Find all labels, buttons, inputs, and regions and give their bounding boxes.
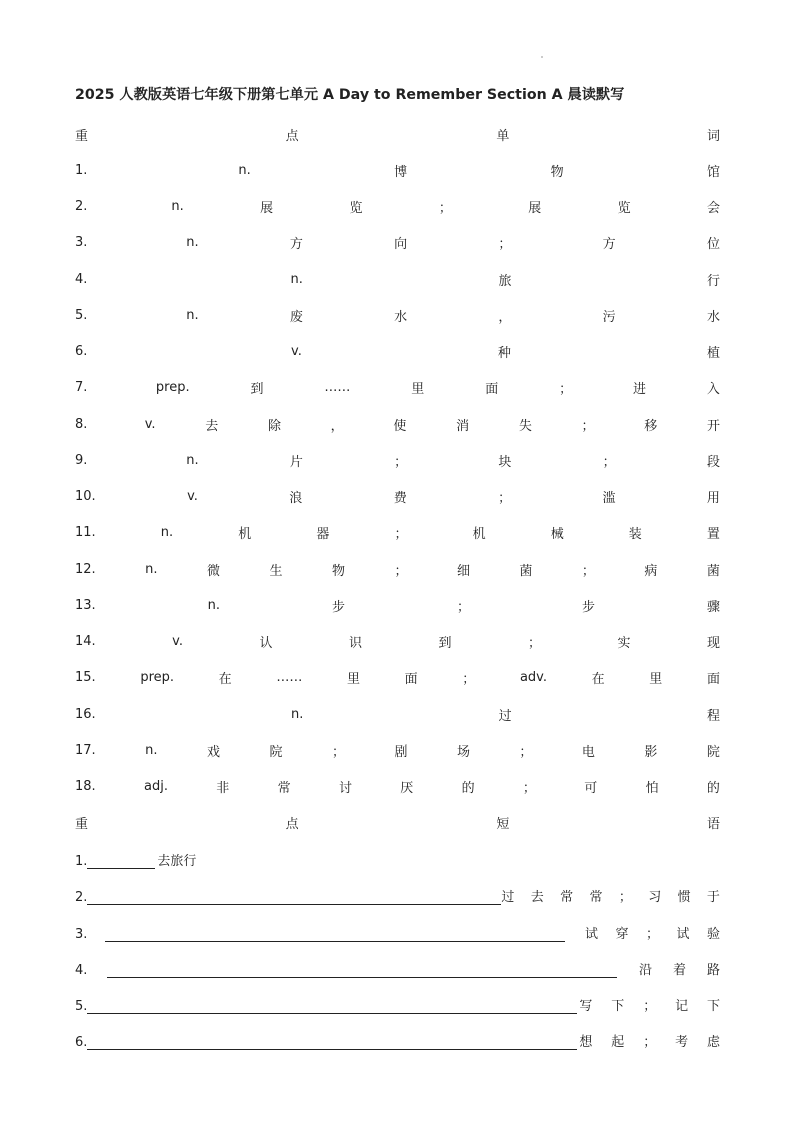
vocab-text: n. (238, 162, 251, 178)
vocab-text: 馆 (706, 164, 720, 180)
vocab-text: 入 (706, 382, 720, 398)
vocab-text: ； (522, 781, 536, 796)
vocab-text: 骤 (706, 599, 720, 615)
vocab-text: 会 (706, 201, 720, 216)
vocab-text: 认 (259, 636, 273, 651)
phrase-text: 穿 (615, 926, 629, 942)
vocab-text: 块 (498, 454, 512, 470)
section-heading-phrases-char: 点 (285, 817, 299, 833)
item-number: 2. (75, 890, 88, 906)
phrase-meaning (639, 959, 720, 978)
vocab-text: 现 (706, 636, 720, 651)
vocab-text: ； (498, 237, 512, 253)
phrase-text: 路 (706, 962, 720, 978)
vocab-text: 可 (584, 781, 598, 796)
answer-blank[interactable] (87, 999, 577, 1014)
worksheet-title: 2025 人教版英语七年级下册第七单元 A Day to Remember Section A 晨读默写 (75, 87, 625, 103)
vocab-line (75, 233, 720, 253)
item-number: 1. (75, 162, 88, 178)
vocab-text: ； (331, 744, 345, 760)
vocab-text: 博 (394, 164, 408, 180)
vocab-text: n. (171, 199, 184, 214)
phrase-text: ； (645, 926, 659, 942)
vocab-text: 厌 (400, 781, 414, 796)
section-heading-vocab-char: 词 (706, 128, 720, 144)
vocab-text: 细 (456, 563, 470, 579)
phrase-text: 沿 (639, 962, 653, 978)
vocab-text: 使 (393, 418, 407, 434)
vocab-text: 微 (207, 563, 221, 579)
vocab-text: 旅 (498, 273, 512, 289)
vocab-text: 步 (332, 599, 346, 615)
vocab-text: 污 (602, 309, 616, 325)
item-number: 17. (75, 742, 96, 758)
phrase-line (75, 994, 720, 1014)
vocab-text: 浪 (289, 491, 303, 506)
answer-blank[interactable] (87, 854, 155, 869)
item-number: 11. (75, 525, 96, 541)
item-number: 4. (75, 962, 88, 978)
phrase-meaning (585, 923, 720, 942)
item-number: 14. (75, 634, 96, 649)
section-heading-phrases-char: 重 (75, 817, 89, 833)
vocab-text: 程 (706, 708, 720, 724)
phrase-text: 过 (501, 890, 515, 906)
vocab-text: ； (527, 636, 541, 651)
vocab-text: 影 (644, 744, 658, 760)
item-number: 3. (75, 926, 88, 942)
vocab-text: 过 (498, 708, 512, 724)
vocab-text: 进 (633, 382, 647, 398)
section-heading-vocab (75, 124, 720, 144)
phrase-line (75, 958, 720, 978)
vocab-text: 开 (706, 418, 720, 434)
phrase-text: 去旅行 (157, 854, 197, 869)
item-number: 9. (75, 452, 88, 468)
vocab-line (75, 523, 720, 543)
vocab-text: 物 (550, 164, 564, 180)
vocab-text: 械 (550, 527, 564, 543)
vocab-text: n. (186, 452, 199, 468)
phrase-line (75, 849, 720, 869)
vocab-text: 置 (706, 527, 720, 543)
vocab-text: ； (498, 491, 512, 506)
vocab-text: 展 (528, 201, 542, 216)
item-number: 15. (75, 670, 96, 686)
vocab-text: 向 (394, 237, 408, 253)
vocab-line (75, 160, 720, 180)
vocab-text: 的 (461, 781, 475, 796)
vocab-text: 物 (331, 563, 345, 579)
vocab-text: 实 (617, 636, 631, 651)
vocab-text: ， (498, 309, 512, 325)
vocab-text: 剧 (394, 744, 408, 760)
phrase-text: ； (643, 1035, 657, 1051)
vocab-line (75, 305, 720, 325)
vocab-text: 的 (706, 781, 720, 796)
vocab-text: 院 (269, 744, 283, 760)
vocab-text: 览 (617, 201, 631, 216)
vocab-text: 识 (348, 636, 362, 651)
phrase-line (75, 922, 720, 942)
vocab-text: 滥 (602, 491, 616, 506)
phrase-text: 惯 (677, 890, 691, 906)
vocab-text: n. (160, 525, 174, 541)
phrase-line (75, 1030, 720, 1050)
phrase-meaning (157, 850, 720, 869)
vocab-line (75, 740, 720, 760)
vocab-line (75, 668, 720, 688)
vocab-text: 展 (260, 201, 274, 216)
vocab-text: 除 (267, 418, 281, 434)
vocab-text: 机 (238, 527, 252, 543)
item-number: 5. (75, 307, 88, 323)
phrase-line (75, 885, 720, 905)
phrase-text: 常 (589, 890, 603, 906)
item-number: 18. (75, 779, 96, 794)
vocab-text: n. (290, 706, 304, 722)
vocab-text: …… (324, 380, 351, 396)
vocab-text: adv. (519, 670, 547, 686)
item-number: 2. (75, 199, 88, 214)
vocab-text: 到 (250, 382, 264, 398)
vocab-text: 院 (706, 744, 720, 760)
phrase-text: 想 (579, 1035, 593, 1051)
vocab-text: …… (276, 670, 303, 686)
vocab-text: 段 (706, 454, 720, 470)
phrase-text: 起 (611, 1035, 625, 1051)
vocab-text: ； (581, 563, 595, 579)
phrase-text: 着 (672, 962, 686, 978)
phrase-text: 记 (675, 999, 689, 1014)
vocab-text: 移 (644, 418, 658, 434)
vocab-text: ； (394, 454, 408, 470)
vocab-text: n. (145, 742, 158, 758)
phrase-text: 习 (648, 890, 662, 906)
vocab-text: 位 (706, 237, 720, 253)
phrase-text: 下 (706, 999, 720, 1014)
vocab-text: 菌 (706, 563, 720, 579)
vocab-text: 览 (349, 201, 363, 216)
section-heading-vocab-char: 重 (75, 128, 89, 144)
vocab-text: ； (519, 744, 533, 760)
vocab-text: ； (462, 672, 476, 688)
section-heading-vocab-char: 点 (285, 128, 299, 144)
vocab-text: v. (144, 416, 156, 432)
vocab-text: ； (394, 527, 408, 543)
vocab-text: 种 (497, 346, 511, 361)
phrase-text: ； (618, 890, 632, 906)
vocab-text: 讨 (338, 781, 352, 796)
phrase-text: 去 (530, 890, 544, 906)
vocab-text: 电 (581, 744, 595, 760)
vocab-line (75, 342, 720, 362)
answer-blank[interactable] (107, 963, 617, 978)
vocab-text: 水 (394, 309, 408, 325)
vocab-text: 废 (289, 309, 303, 325)
phrase-text: 虑 (706, 1035, 720, 1051)
vocab-text: v. (172, 634, 183, 649)
item-number: 12. (75, 561, 96, 577)
phrase-text: ； (643, 999, 657, 1014)
item-number: 4. (75, 271, 88, 287)
vocab-text: 到 (438, 636, 452, 651)
vocab-text: adj. (144, 779, 168, 794)
answer-blank[interactable] (87, 890, 501, 905)
vocab-line (75, 559, 720, 579)
vocab-text: 行 (706, 273, 720, 289)
vocab-text: ； (456, 599, 470, 615)
vocab-text: 常 (277, 781, 291, 796)
vocab-line (75, 414, 720, 434)
item-number: 16. (75, 706, 96, 722)
vocab-text: n. (207, 597, 221, 613)
vocab-text: v. (291, 344, 302, 359)
section-heading-vocab-char: 单 (496, 128, 510, 144)
vocab-text: ； (438, 201, 452, 216)
vocab-text: 面 (485, 382, 499, 398)
section-heading-phrases (75, 813, 720, 833)
vocab-text: 器 (316, 527, 330, 543)
vocab-text: ， (330, 418, 344, 434)
vocab-text: 步 (581, 599, 595, 615)
item-number: 3. (75, 235, 88, 251)
vocab-text: v. (187, 489, 198, 504)
vocab-text: 失 (518, 418, 532, 434)
vocab-text: 生 (269, 563, 283, 579)
section-heading-phrases-char: 短 (496, 817, 510, 833)
phrase-text: 考 (675, 1035, 689, 1051)
vocab-line (75, 487, 720, 507)
stray-dot (541, 56, 543, 58)
vocab-line (75, 450, 720, 470)
vocab-text: 非 (216, 781, 230, 796)
vocab-text: ； (394, 563, 408, 579)
vocab-text: 在 (591, 672, 605, 688)
vocab-text: n. (290, 271, 303, 287)
vocab-text: 水 (706, 309, 720, 325)
vocab-text: 里 (346, 672, 360, 688)
vocab-text: 面 (706, 672, 720, 688)
answer-blank[interactable] (105, 927, 565, 942)
vocab-text: 用 (706, 491, 720, 506)
vocab-text: 面 (404, 672, 418, 688)
vocab-text: 消 (456, 418, 470, 434)
vocab-line (75, 197, 720, 217)
vocab-text: n. (186, 307, 199, 323)
vocab-text: prep. (140, 670, 175, 686)
phrase-meaning (579, 995, 720, 1014)
vocab-text: n. (145, 561, 158, 577)
phrase-meaning (579, 1031, 720, 1050)
vocab-text: 戏 (207, 744, 221, 760)
vocab-text: ； (581, 418, 595, 434)
item-number: 6. (75, 344, 88, 359)
item-number: 5. (75, 999, 88, 1014)
vocab-line (75, 595, 720, 615)
vocab-text: 里 (411, 382, 425, 398)
vocab-line (75, 777, 720, 797)
vocab-text: prep. (155, 380, 190, 396)
vocab-text: 里 (649, 672, 663, 688)
vocab-text: 病 (644, 563, 658, 579)
vocab-text: 方 (289, 237, 303, 253)
vocab-line (75, 632, 720, 652)
vocab-text: 怕 (645, 781, 659, 796)
vocab-text: 方 (602, 237, 616, 253)
phrase-text: 试 (585, 926, 599, 942)
phrase-text: 于 (706, 890, 720, 906)
vocab-text: 场 (456, 744, 470, 760)
vocab-text: ； (602, 454, 616, 470)
item-number: 8. (75, 416, 88, 432)
phrase-text: 下 (611, 999, 625, 1014)
phrase-meaning (501, 886, 720, 905)
answer-blank[interactable] (87, 1035, 577, 1050)
phrase-text: 验 (706, 926, 720, 942)
vocab-line (75, 269, 720, 289)
item-number: 13. (75, 597, 96, 613)
vocab-text: 菌 (519, 563, 533, 579)
vocab-line (75, 378, 720, 398)
vocab-text: 机 (472, 527, 486, 543)
vocab-text: 在 (218, 672, 232, 688)
item-number: 1. (75, 854, 88, 869)
vocab-text: n. (186, 235, 199, 251)
phrase-text: 写 (579, 999, 593, 1014)
vocab-text: 片 (289, 454, 303, 470)
section-heading-phrases-char: 语 (706, 817, 720, 833)
vocab-line (75, 704, 720, 724)
item-number: 7. (75, 380, 88, 396)
phrase-text: 试 (676, 926, 690, 942)
vocab-text: ； (559, 382, 573, 398)
phrase-text: 常 (560, 890, 574, 906)
vocab-text: 去 (205, 418, 219, 434)
vocab-text: 费 (393, 491, 407, 506)
item-number: 6. (75, 1035, 88, 1051)
item-number: 10. (75, 489, 96, 504)
vocab-text: 装 (628, 527, 642, 543)
vocab-text: 植 (706, 346, 720, 361)
